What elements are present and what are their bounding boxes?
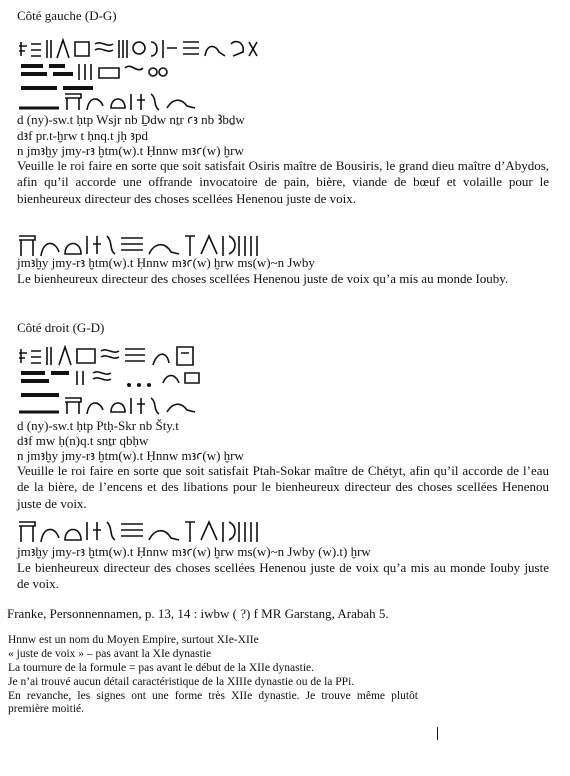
left-transliteration-1: d (ny)-sw.t ḥtp Wsjr nb Ḏdw nṯr ꜥꜣ nb Ꜣbḏw [17, 112, 245, 127]
left-transliteration-3: n jmꜣḫy jmy-rꜣ ḫtm(w).t Ḥnnw mꜣꜥ(w) ḫrw [17, 143, 244, 158]
left-transliteration-2: dꜣf pr.t-ḫrw t ḥnq.t jḥ ꜣpd [17, 128, 148, 143]
note-line-1: Hnnw est un nom du Moyen Empire, surtout XIe-XIIe [8, 634, 259, 646]
right-transliteration-1: d (ny)-sw.t ḥtp Ptḥ-Skr nb Šty.t [17, 418, 179, 433]
left-lower-translation: Le bienheureux directeur des choses scellées Henenou juste de voix qu’a mis au monde Iouby. [17, 271, 509, 286]
right-lower-translation: Le bienheureux directeur des choses scellées Henenou juste de voix qu’a mis au monde Iouby juste de voix. [17, 560, 549, 592]
left-hieroglyph-line-1 [17, 38, 267, 96]
right-translation: Veuille le roi faire en sorte que soit satisfait Ptah-Sokar maître de Chétyt, afin qu’il accorde de l’eau de la bière, de l’encens et des libations pour le bienheureux directeur des choses scellées Henenou juste de voix. [17, 463, 549, 511]
left-side-heading: Côté gauche (D-G) [17, 8, 117, 23]
right-side-heading: Côté droit (G-D) [17, 320, 105, 335]
text-cursor [437, 727, 438, 740]
left-hieroglyph-line-2 [17, 90, 237, 112]
note-line-3: La tournure de la formule = pas avant le début de la XIIe dynastie. [8, 662, 315, 674]
left-transliteration-4: jmꜣḫy jmy-rꜣ ḫtm(w).t Ḥnnw mꜣꜥ(w) ḫrw ms(w)~n Jwby [17, 255, 315, 270]
note-line-4: Je n’ai trouvé aucun détail caractéristique de la XIIIe dynastie ou de la PPi. [8, 676, 355, 688]
note-line-5: En revanche, les signes ont une forme très XIIe dynastie. Je trouve même plutôt première moitié. [8, 690, 418, 715]
right-transliteration-4: jmꜣḫy jmy-rꜣ ḫtm(w).t Ḥnnw mꜣꜥ(w) ḫrw ms(w)~n Jwby (w).t) ḫrw [17, 544, 371, 559]
reference-note: Franke, Personnennamen, p. 13, 14 : iwbw ( ?) f MR Garstang, Arabah 5. [7, 606, 389, 621]
right-transliteration-3: n jmꜣḫy jmy-rꜣ ḫtm(w).t Ḥnnw mꜣꜥ(w) ḫrw [17, 448, 244, 463]
right-transliteration-2: dꜣf mw ḥ(n)q.t snṯr qbḥw [17, 433, 149, 448]
left-translation: Veuille le roi faire en sorte que soit satisfait Osiris maître de Bousiris, le grand dieu maître d’Abydos, afin qu’il accorde une offrande invocatoire de pain, bière, viande de bœuf et volaille pour le bienheureux directeur des choses scellées Henenou juste de voix. [17, 158, 549, 206]
note-line-2: « juste de voix » – pas avant la XIe dynastie [8, 648, 212, 660]
right-hieroglyph-line-3 [17, 518, 267, 546]
right-hieroglyph-line-2 [17, 396, 237, 416]
right-hieroglyph-line-1 [17, 345, 217, 403]
